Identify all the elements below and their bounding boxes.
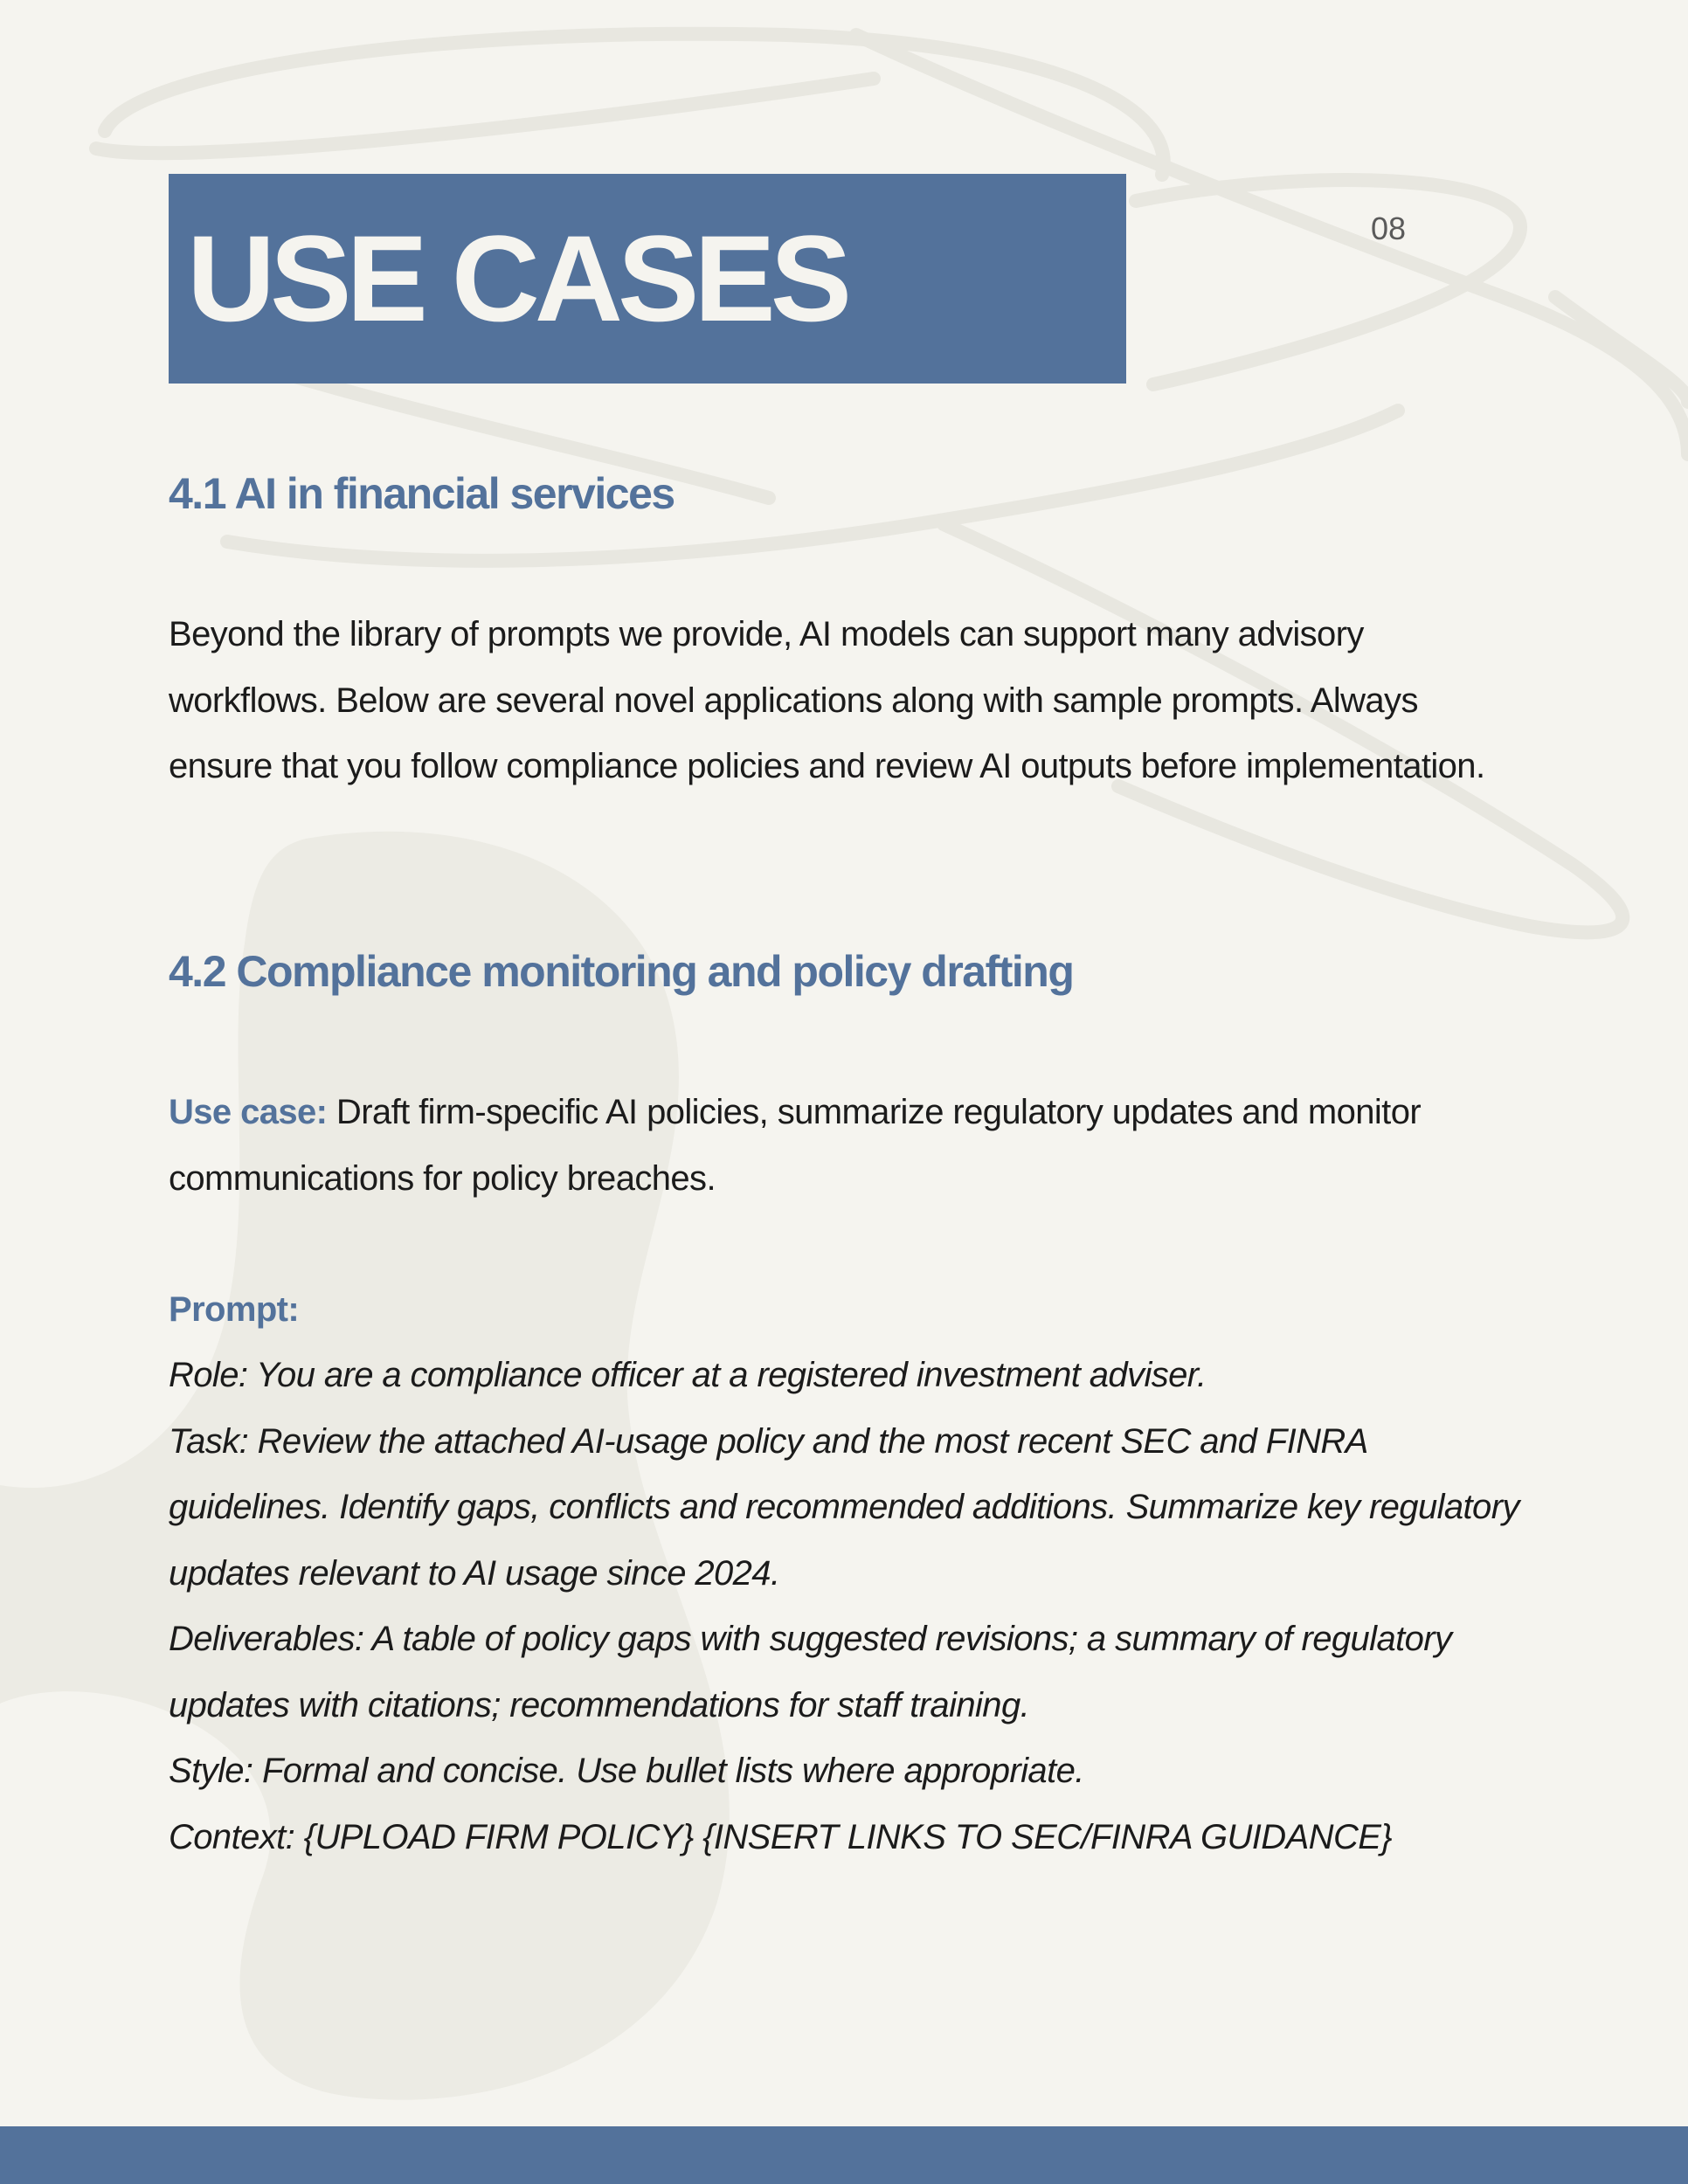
prompt-body — [169, 1343, 1532, 1870]
page-title: USE CASES — [187, 210, 847, 347]
prompt-task-line: Task: Review the attached AI-usage policy and the most recent SEC and FINRA guidelines. Identify gaps, conflicts and recommended additions. Summarize key regulatory updates relevant to AI usage since 2024. — [169, 1421, 1519, 1593]
prompt-label: Prompt: — [169, 1290, 300, 1329]
prompt-context-line: Context: {UPLOAD FIRM POLICY} {INSERT LINKS TO SEC/FINRA GUIDANCE} — [169, 1817, 1393, 1856]
prompt-role-line: Role: You are a compliance officer at a registered investment adviser. — [169, 1356, 1207, 1394]
prompt-deliverables-line: Deliverables: A table of policy gaps with suggested revisions; a summary of regulatory updates with citations; recommendations for staff training. — [169, 1620, 1452, 1724]
footer-bar — [0, 2126, 1688, 2184]
header-banner — [169, 174, 1126, 384]
use-case-text: Draft firm-specific AI policies, summarize regulatory updates and monitor communications for policy breaches. — [169, 1093, 1422, 1198]
use-case-label: Use case: — [169, 1093, 328, 1131]
intro-paragraph: Beyond the library of prompts we provide, AI models can support many advisory workflows. Below are several novel applications along with sample prompts. Always ensure that you follow compliance policies and review AI outputs before implementation. — [169, 615, 1485, 785]
prompt-style-line: Style: Formal and concise. Use bullet lists where appropriate. — [169, 1752, 1084, 1790]
page-number: 08 — [1371, 211, 1407, 246]
section-heading-4-1: 4.1 AI in financial services — [169, 469, 675, 518]
use-case-paragraph — [169, 1080, 1532, 1212]
section-heading-4-2: 4.2 Compliance monitoring and policy drafting — [169, 947, 1074, 996]
